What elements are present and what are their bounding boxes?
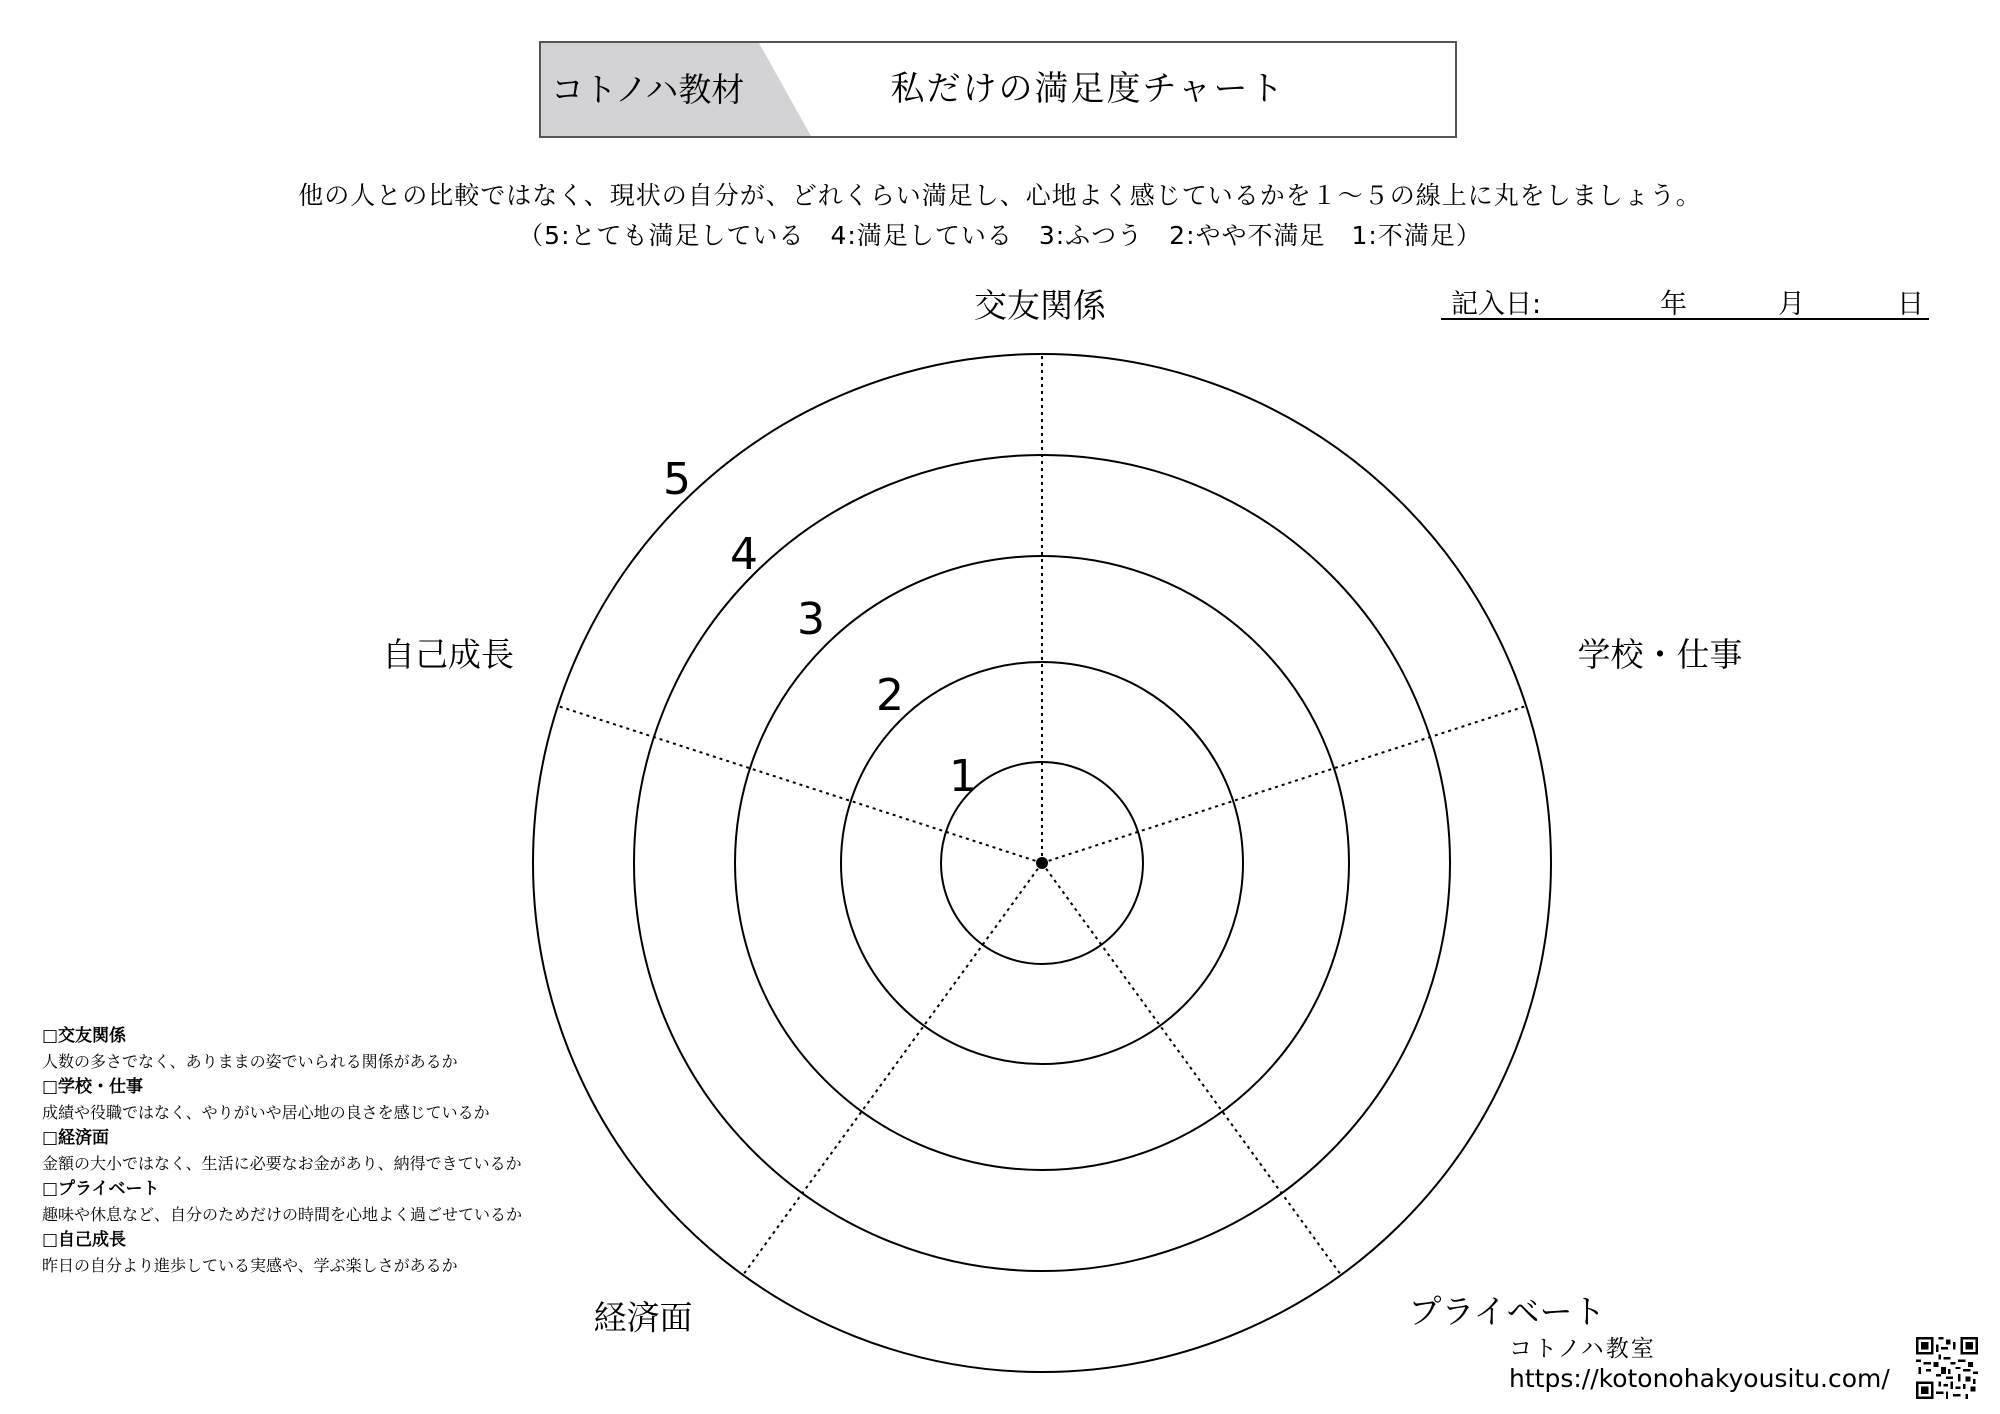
spoke-school-work — [1042, 706, 1526, 863]
instruction-line-2: （5:とても満足している 4:満足している 3:ふつう 2:やや不満足 1:不満足） — [518, 221, 1482, 250]
note-desc: 趣味や休息など、自分のためだけの時間を心地よく過ごせているか — [42, 1205, 523, 1224]
spoke-economy — [743, 863, 1042, 1275]
note-title: □自己成長 — [42, 1230, 127, 1250]
qr-code-icon — [1916, 1337, 1978, 1399]
footer-url-link[interactable]: https://kotonohakyousitu.com/ — [1509, 1364, 1890, 1393]
note-item — [42, 1176, 682, 1227]
note-item — [42, 1227, 682, 1278]
axis-label-self-growth: 自己成長 — [382, 635, 514, 674]
axis-label-friendship: 交友関係 — [974, 286, 1106, 325]
date-year-label: 年 — [1660, 289, 1687, 320]
page-title: 私だけの満足度チャート — [890, 69, 1286, 109]
axis-label-private: プライベート — [1408, 1292, 1606, 1331]
instruction-line-1: 他の人との比較ではなく、現状の自分が、どれくらい満足し、心地よく感じているかを１～５の線上に丸をしましょう。 — [298, 181, 1702, 210]
note-desc: 昨日の自分より進歩している実感や、学ぶ楽しさがあるか — [42, 1256, 458, 1275]
ring-label-4: 4 — [730, 529, 758, 580]
note-title: □経済面 — [42, 1128, 110, 1148]
note-title: □交友関係 — [42, 1026, 127, 1046]
note-desc: 金額の大小ではなく、生活に必要なお金があり、納得できているか — [42, 1154, 522, 1173]
title-tab-label: コトノハ教材 — [551, 70, 745, 109]
ring-label-1: 1 — [949, 751, 977, 802]
ring-label-2: 2 — [876, 670, 904, 721]
axis-label-school-work: 学校・仕事 — [1577, 635, 1743, 674]
spoke-private — [1042, 863, 1341, 1275]
axis-label-economy: 経済面 — [593, 1298, 693, 1337]
note-title: □学校・仕事 — [42, 1077, 144, 1097]
note-item — [42, 1074, 682, 1125]
ring-label-5: 5 — [663, 454, 691, 505]
date-day-label: 日 — [1897, 289, 1924, 320]
note-title: □プライベート — [42, 1179, 160, 1199]
chart-spokes — [558, 354, 1526, 1275]
date-month-label: 月 — [1778, 289, 1805, 320]
chart-center-dot — [1036, 857, 1048, 869]
footer-org-name: コトノハ教室 — [1509, 1336, 1656, 1362]
note-desc: 成績や役職ではなく、やりがいや居心地の良さを感じているか — [42, 1103, 490, 1122]
notes-list — [42, 1023, 682, 1278]
note-item — [42, 1023, 682, 1074]
date-label: 記入日: — [1451, 289, 1542, 320]
ring-label-3: 3 — [797, 594, 825, 645]
note-item — [42, 1125, 682, 1176]
note-desc: 人数の多さでなく、ありままの姿でいられる関係があるか — [42, 1052, 458, 1071]
